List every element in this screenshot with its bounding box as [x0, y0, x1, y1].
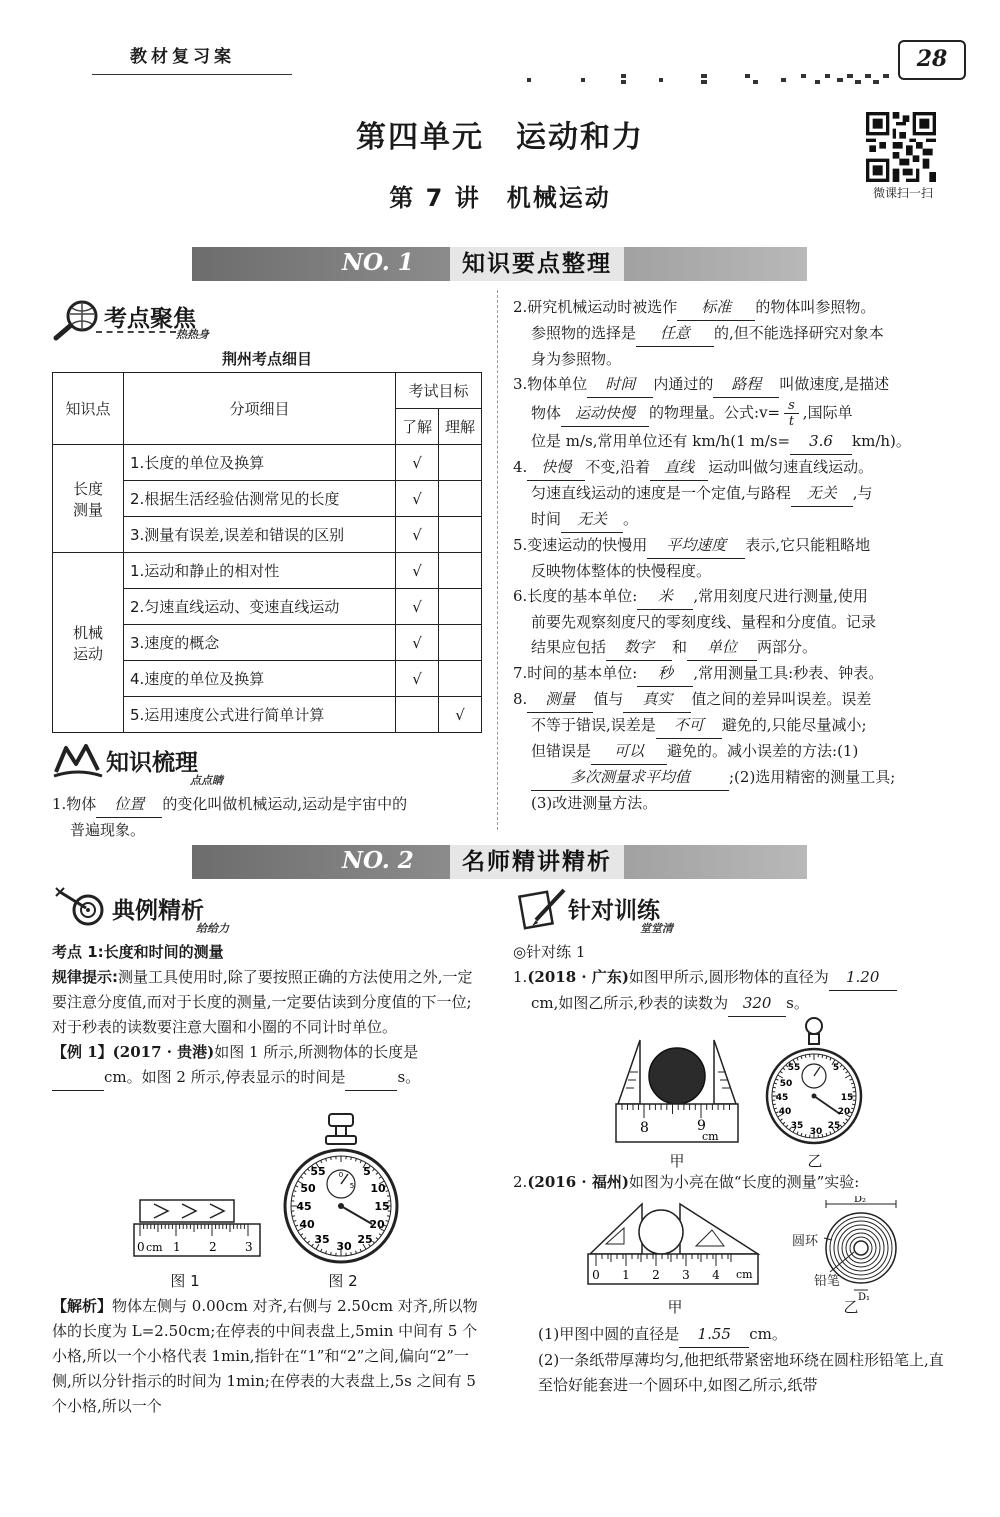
ruler-label: 1 [173, 1240, 181, 1254]
dial-tick [822, 1055, 823, 1058]
answer-blank [52, 1065, 104, 1091]
training-title: 针对训练 [568, 898, 660, 924]
dial-label: 40 [299, 1218, 315, 1231]
d1-label: D₁ [857, 1292, 871, 1300]
training-block-1 [513, 940, 953, 1017]
dial-label: 30 [336, 1240, 352, 1253]
check-mark: √ [396, 553, 439, 589]
text: 反映物体整体的快慢程度。 [531, 562, 712, 580]
table-row: 1.长度的单位及换算 [124, 445, 396, 481]
dial-label: 55 [787, 1063, 801, 1073]
answer-blank: 测量 [527, 687, 593, 713]
ruler-label: 0 [137, 1240, 145, 1254]
table-row: 2.根据生活经验估测常见的长度 [124, 481, 396, 517]
dial-label: 5 [832, 1063, 840, 1073]
answer-blank: 可以 [591, 739, 667, 765]
knowledge-item-1 [52, 792, 484, 843]
text: 2. [513, 1173, 528, 1191]
question-1 [513, 965, 953, 1017]
text: 两部分。 [757, 638, 818, 656]
dial-label: 45 [775, 1093, 789, 1103]
question-source: (2016 · 福州) [527, 1173, 629, 1191]
text: s。 [786, 994, 809, 1012]
qr-label: 微课扫一扫 [872, 186, 933, 200]
table-row: 2.匀速直线运动、变速直线运动 [124, 589, 396, 625]
text: 3.物体单位 [513, 375, 588, 393]
text: ,常用刻度尺进行测量,使用 [693, 587, 868, 605]
text: 。 [623, 510, 639, 528]
dial-tick [331, 1252, 332, 1255]
th-knowledge-point: 知识点 [53, 373, 124, 445]
text: 前要先观察刻度尺的零刻度线、量程和分度值。记录 [531, 613, 877, 631]
dart-target-icon [54, 886, 108, 928]
answer-blank: 运动快慢 [561, 401, 649, 427]
text: 2.研究机械运动时被选作 [513, 298, 678, 316]
knowledge-item-4 [513, 455, 953, 533]
table-row: 3.速度的概念 [124, 625, 396, 661]
text: 1. [513, 968, 528, 986]
table-row: 3.测量有误差,误差和错误的区别 [124, 517, 396, 553]
text: 物体 [531, 403, 562, 422]
th-goal: 考试目标 [396, 373, 482, 409]
book-title: 教材复习案 [130, 47, 235, 67]
answer-blank: 多次测量求平均值 [531, 765, 729, 791]
text: km/h)。 [852, 432, 911, 450]
text: 匀速直线运动的速度是一个定值,与路程 [531, 484, 791, 502]
text: 不变,沿着 [585, 458, 651, 476]
dial-label: 25 [357, 1233, 373, 1246]
text: 6.长度的基本单位: [513, 587, 638, 605]
text: cm。如图 2 所示,停表显示的时间是 [104, 1068, 346, 1086]
ruler-label: 1 [622, 1268, 630, 1282]
dial-tick [292, 1216, 295, 1217]
text: cm。 [749, 1325, 787, 1343]
knowledge-item-3 [513, 372, 953, 455]
dial-label: 35 [314, 1233, 330, 1246]
ruler-label: 2 [209, 1240, 217, 1254]
example-title: 典例精析 [112, 898, 204, 924]
dial-tick [773, 1087, 776, 1088]
table-row: 4.速度的单位及换算 [124, 661, 396, 697]
qr-code-icon [866, 112, 936, 182]
numerator: s [784, 398, 799, 414]
answer-blank: 数字 [606, 635, 672, 661]
answer-blank: 320 [728, 991, 786, 1017]
ruler-label: 2 [652, 1268, 660, 1282]
text: s。 [397, 1068, 421, 1086]
answer-blank: 单位 [687, 635, 757, 661]
check-mark: √ [396, 589, 439, 625]
training-sub: 堂堂清 [640, 922, 673, 935]
answer-blank: 不可 [656, 713, 722, 739]
dial-tick [805, 1134, 806, 1137]
text: (1)甲图中圆的直径是 [538, 1325, 680, 1343]
figure-q2-ruler [584, 1200, 762, 1288]
text: 的物体叫参照物。 [755, 298, 876, 316]
example-source: (2017 · 贵港) [112, 1043, 215, 1061]
analysis-block [52, 1294, 484, 1419]
th-know: 了解 [396, 409, 439, 445]
text: 5.变速运动的快慢用 [513, 536, 648, 554]
dial-tick [805, 1055, 806, 1058]
text: 叫做速度,是描述 [779, 375, 890, 393]
figure-q2-caption-b: 乙 [843, 1298, 859, 1316]
tip-label: 规律提示: [52, 968, 118, 986]
text: 的变化叫做机械运动,运动是宇宙中的 [162, 795, 408, 813]
pencil-label: 铅笔 [814, 1274, 841, 1289]
text: 内通过的 [653, 375, 714, 393]
table-row: 1.运动和静止的相对性 [124, 553, 396, 589]
knowledge-item-7 [513, 661, 953, 687]
training-label: ◎针对练 1 [513, 943, 586, 961]
question-source: (2018 · 广东) [527, 968, 629, 986]
dial-label: 40 [778, 1107, 792, 1117]
section-banner-1 [192, 247, 807, 281]
check-mark: √ [439, 697, 482, 733]
text: 值与 [593, 690, 624, 708]
dial-label: 35 [790, 1121, 804, 1131]
text: 8. [513, 690, 528, 708]
exam-point: 考点 1:长度和时间的测量 [52, 943, 224, 961]
dial-label: 15 [374, 1200, 390, 1213]
text: 值之间的差异叫误差。误差 [691, 690, 872, 708]
answer-blank: 快慢 [527, 455, 585, 481]
dial-tick [292, 1196, 295, 1197]
text: 如图甲所示,圆形物体的直径为 [628, 968, 829, 986]
focus-sub: 热热身 [176, 328, 209, 341]
subdial-label: 5 [349, 1182, 355, 1190]
book-icon [52, 742, 104, 782]
answer-blank: 秒 [637, 661, 693, 687]
dial-label: 45 [296, 1200, 312, 1213]
text: ;(2)选用精密的测量工具; [729, 768, 896, 786]
text: 1.物体 [52, 795, 97, 813]
dial-tick [331, 1157, 332, 1160]
figure-2-caption: 图 2 [328, 1272, 358, 1290]
figure-1-caption: 图 1 [170, 1272, 200, 1290]
page-number: 28 [898, 40, 966, 80]
knowledge-item-8 [513, 687, 953, 816]
text: cm,如图乙所示,秒表的读数为 [531, 994, 729, 1012]
text: 避免的,只能尽量减小; [721, 716, 867, 734]
tip-text: 测量工具使用时,除了要按照正确的方法使用之外,一定要注意分度值,而对于长度的测量,一定要估读到分度值的下一位;对于秒表的读数要注意大圈和小圈的不同计时单位。 [52, 968, 473, 1036]
banner-title: 名师精讲精析 [450, 845, 624, 879]
text: (3)改进测量方法。 [531, 794, 658, 812]
d2-label: D₂ [853, 1196, 867, 1205]
table-row: 5.运用速度公式进行简单计算 [124, 697, 396, 733]
text: 但错误是 [531, 742, 592, 760]
pen-paper-icon [516, 886, 568, 930]
dial-tick [852, 1087, 855, 1088]
group-motion: 机械 运动 [53, 553, 124, 733]
ruler-label: 9 [697, 1118, 706, 1134]
dial-label: 50 [300, 1182, 316, 1195]
check-mark: √ [396, 625, 439, 661]
dial-label: 5 [363, 1165, 371, 1178]
figure-q1-caption-a: 甲 [669, 1152, 685, 1170]
banner-number: NO. 2 [342, 847, 414, 874]
dial-tick [387, 1196, 390, 1197]
ruler-label: 8 [640, 1120, 649, 1136]
answer-blank: 3.6 [790, 429, 852, 455]
answer-blank: 真实 [623, 687, 691, 713]
example-sub: 给给力 [196, 922, 229, 935]
group-length: 长度 测量 [53, 445, 124, 553]
text: 的,但不能选择研究对象本 [714, 324, 884, 342]
dial-label: 20 [837, 1107, 851, 1117]
check-mark: √ [396, 661, 439, 697]
ruler-label: 0 [592, 1268, 600, 1282]
text: 运动叫做匀速直线运动。 [708, 458, 874, 476]
rule-tip [52, 965, 484, 1040]
answer-blank: 1.55 [679, 1322, 749, 1348]
text: 不等于错误,误差是 [531, 716, 656, 734]
question-2-parts [538, 1322, 954, 1398]
speed-formula [784, 398, 799, 429]
answer-blank [345, 1065, 397, 1091]
knowledge-item-2 [513, 295, 953, 372]
text: 如图为小亮在做“长度的测量”实验: [628, 1173, 860, 1191]
knowledge-item-6 [513, 584, 953, 661]
figure-q1-caption-b: 乙 [807, 1152, 823, 1170]
dial-label: 10 [370, 1182, 386, 1195]
answer-blank: 路程 [713, 372, 779, 398]
figure-q1-stopwatch [764, 1016, 864, 1148]
answer-blank: 1.20 [829, 965, 897, 991]
text: 表示,它只能粗略地 [745, 536, 871, 554]
analysis-label: 【解析】 [52, 1297, 113, 1315]
text: 结果应包括 [531, 638, 607, 656]
figure-1-ruler [130, 1196, 262, 1262]
answer-blank: 标准 [677, 295, 755, 321]
ring-label: 圆环 [792, 1234, 819, 1249]
analysis-text: 物体左侧与 0.00cm 对齐,右侧与 2.50cm 对齐,所以物体的长度为 L=2.50cm;在停表的中间表盘上,5min 中间有 5 个小格,所以一个小格代表 1min,指针在“1”和“2”之间,偏向“2”一侧,所以分针指示的时间为 1min;在停表的大表盘上,5s 之间有 5 个小格,所以一个 [52, 1297, 478, 1415]
text: ,与 [852, 484, 873, 502]
ruler-label: 3 [682, 1268, 690, 1282]
text: 时间 [531, 510, 562, 528]
dial-label: 55 [310, 1165, 326, 1178]
focus-dash [96, 331, 176, 333]
dial-tick [773, 1104, 776, 1105]
focus-title: 考点聚焦 [104, 306, 196, 332]
text: 位是 m/s,常用单位还有 km/h(1 m/s= [531, 432, 791, 450]
answer-blank: 任意 [636, 321, 714, 347]
exam-points-table [52, 372, 482, 733]
knowledge-list-right [513, 295, 953, 816]
ruler-label: 3 [245, 1240, 253, 1254]
header-rule [92, 74, 292, 75]
dial-tick [852, 1104, 855, 1105]
text: 身为参照物。 [531, 350, 622, 368]
th-understand: 理解 [439, 409, 482, 445]
magnifier-globe-icon [52, 298, 102, 342]
example-label: 【例 1】 [52, 1043, 113, 1061]
ruler-unit: cm [736, 1268, 753, 1281]
dial-label: 25 [827, 1121, 841, 1131]
dial-label: 20 [369, 1218, 385, 1231]
unit-title: 第四单元 运动和力 [356, 120, 644, 155]
ruler-label: 4 [712, 1268, 720, 1282]
question-2 [513, 1170, 953, 1195]
knowledge-item-5 [513, 533, 953, 584]
question-2-part-1 [538, 1322, 954, 1348]
text: 和 [672, 638, 688, 656]
banner-number: NO. 1 [342, 249, 414, 276]
sort-title: 知识梳理 [106, 750, 198, 776]
answer-blank: 无关 [791, 481, 853, 507]
table-caption: 荆州考点细目 [221, 350, 312, 368]
sort-sub: 点点睛 [190, 774, 223, 787]
text: 避免的。减小误差的方法:(1) [667, 742, 859, 760]
column-divider [497, 290, 498, 830]
check-mark: √ [396, 517, 439, 553]
text: ,国际单 [802, 403, 853, 422]
dial-tick [351, 1157, 352, 1160]
section-banner-2 [192, 845, 807, 879]
answer-blank: 平均速度 [647, 533, 745, 559]
example-text-block [52, 940, 484, 1091]
question-2-part-2: (2)一条纸带厚薄均匀,他把纸带紧密地环绕在圆柱形铅笔上,直至恰好能套进一个圆环中,如图乙所示,纸带 [538, 1351, 944, 1394]
answer-blank: 时间 [587, 372, 653, 398]
example-question [52, 1040, 484, 1091]
check-mark: √ [396, 481, 439, 517]
text: 如图 1 所示,所测物体的长度是 [214, 1043, 419, 1061]
header-dot-pattern [525, 72, 905, 86]
dial-label: 30 [809, 1127, 823, 1137]
text: 4. [513, 458, 528, 476]
answer-blank: 米 [637, 584, 693, 610]
subdial-label: 0 [338, 1171, 344, 1179]
check-mark: √ [396, 445, 439, 481]
ruler-unit: cm [146, 1241, 163, 1254]
text: 参照物的选择是 [531, 324, 637, 342]
dial-label: 50 [779, 1079, 793, 1089]
ruler-unit: cm [702, 1130, 719, 1143]
answer-blank: 无关 [561, 507, 623, 533]
answer-blank: 位置 [96, 792, 162, 818]
dial-tick [387, 1216, 390, 1217]
text: 的物理量。公式:v= [649, 403, 781, 422]
text: ,常用测量工具:秒表、钟表。 [693, 664, 884, 682]
banner-title: 知识要点整理 [450, 247, 624, 281]
text: 普遍现象。 [70, 821, 146, 839]
answer-blank: 直线 [650, 455, 708, 481]
denominator: t [788, 414, 795, 429]
figure-2-stopwatch [282, 1112, 400, 1268]
figure-q2-caption-a: 甲 [667, 1298, 683, 1316]
lesson-title: 第 7 讲 机械运动 [389, 184, 611, 212]
figure-q1-ruler [614, 1036, 740, 1146]
dial-label: 15 [840, 1093, 854, 1103]
text: 7.时间的基本单位: [513, 664, 638, 682]
th-detail: 分项细目 [124, 373, 396, 445]
